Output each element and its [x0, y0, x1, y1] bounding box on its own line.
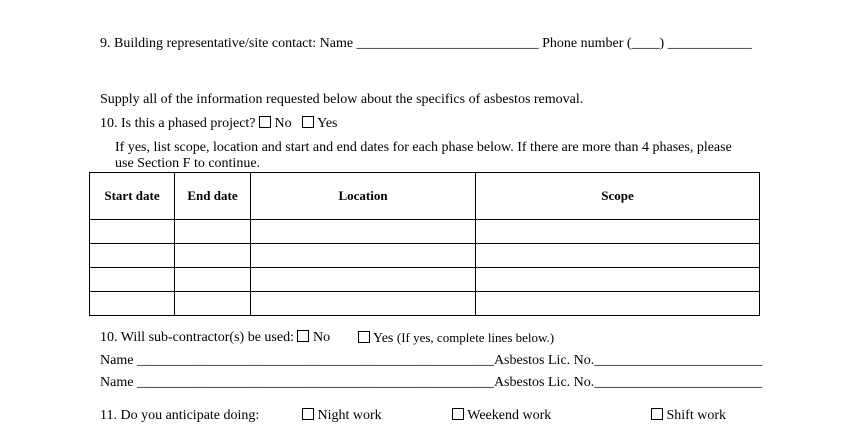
asbestos-license-label: Asbestos Lic. No.	[493, 353, 595, 368]
scope-cell[interactable]	[476, 244, 760, 268]
start-date-cell[interactable]	[90, 292, 175, 316]
subcontractor-yes-note: (If yes, complete lines below.)	[396, 330, 555, 345]
q10-phased-row	[100, 116, 338, 132]
subcontractor-no-label: No	[312, 330, 331, 345]
col-header-end-date: End date	[175, 173, 251, 220]
table-row	[90, 268, 760, 292]
phased-yes-checkbox[interactable]	[302, 116, 314, 128]
shift-work-checkbox[interactable]	[651, 408, 663, 420]
start-date-cell[interactable]	[90, 244, 175, 268]
subcontractor-yes-label: Yes	[372, 331, 394, 346]
subcontractor-yes-checkbox[interactable]	[358, 331, 370, 343]
asbestos-license-field[interactable]: ________________________	[594, 375, 763, 390]
asbestos-license-field[interactable]: ________________________	[594, 353, 763, 368]
subcontractor-name-label: Name	[100, 375, 134, 390]
location-cell[interactable]	[251, 220, 476, 244]
phased-note-line-2: use Section F to continue.	[115, 156, 261, 171]
q9-row	[100, 36, 752, 52]
end-date-cell[interactable]	[175, 220, 251, 244]
table-row	[90, 244, 760, 268]
start-date-cell[interactable]	[90, 268, 175, 292]
phased-yes-label: Yes	[317, 116, 338, 131]
phases-table	[89, 172, 760, 316]
col-header-start-date: Start date	[90, 173, 175, 220]
night-work-option	[302, 408, 382, 424]
shift-work-option	[651, 408, 726, 424]
end-date-cell[interactable]	[175, 292, 251, 316]
q10-phased-label: 10. Is this a phased project?	[100, 116, 256, 131]
subcontractor-line-2	[100, 375, 762, 391]
phased-no-checkbox[interactable]	[259, 116, 271, 128]
location-cell[interactable]	[251, 268, 476, 292]
subcontractor-name-label: Name	[100, 353, 134, 368]
start-date-cell[interactable]	[90, 220, 175, 244]
section-intro: Supply all of the information requested below about the specifics of asbestos removal.	[100, 92, 584, 107]
phone-area-code-field[interactable]: ____	[631, 36, 660, 51]
night-work-checkbox[interactable]	[302, 408, 314, 420]
phone-label: Phone number (	[542, 36, 632, 51]
phases-table-header-row	[90, 173, 760, 220]
subcontractor-name-field[interactable]: ___________________________________________________	[136, 375, 494, 390]
col-header-scope: Scope	[476, 173, 760, 220]
phased-note	[115, 140, 732, 172]
location-cell[interactable]	[251, 244, 476, 268]
night-work-label: Night work	[317, 408, 382, 423]
subcontractor-yes-group	[358, 330, 554, 347]
subcontractor-name-field[interactable]: ___________________________________________________	[136, 353, 494, 368]
table-row	[90, 220, 760, 244]
scope-cell[interactable]	[476, 292, 760, 316]
asbestos-license-label: Asbestos Lic. No.	[493, 375, 595, 390]
q9-label: 9. Building representative/site contact: Name	[100, 36, 354, 51]
col-header-location: Location	[251, 173, 476, 220]
weekend-work-option	[452, 408, 551, 424]
q10-subcontractor-row	[100, 330, 330, 346]
phased-no-label: No	[274, 116, 292, 131]
phased-note-line-1: If yes, list scope, location and start and end dates for each phase below. If there are more than 4 phases, please	[115, 140, 732, 155]
scope-cell[interactable]	[476, 268, 760, 292]
scope-cell[interactable]	[476, 220, 760, 244]
subcontractor-line-1	[100, 353, 762, 369]
table-row	[90, 292, 760, 316]
location-cell[interactable]	[251, 292, 476, 316]
weekend-work-checkbox[interactable]	[452, 408, 464, 420]
shift-work-label: Shift work	[666, 408, 726, 423]
contact-name-field[interactable]: __________________________	[356, 36, 539, 51]
q11-label: 11. Do you anticipate doing:	[100, 408, 260, 423]
phone-paren-close: )	[659, 36, 665, 51]
weekend-work-label: Weekend work	[467, 408, 552, 423]
end-date-cell[interactable]	[175, 268, 251, 292]
phone-number-field[interactable]: ____________	[667, 36, 752, 51]
subcontractor-no-checkbox[interactable]	[297, 330, 309, 342]
q10-subcontractor-label: 10. Will sub-contractor(s) be used:	[100, 330, 294, 345]
end-date-cell[interactable]	[175, 244, 251, 268]
